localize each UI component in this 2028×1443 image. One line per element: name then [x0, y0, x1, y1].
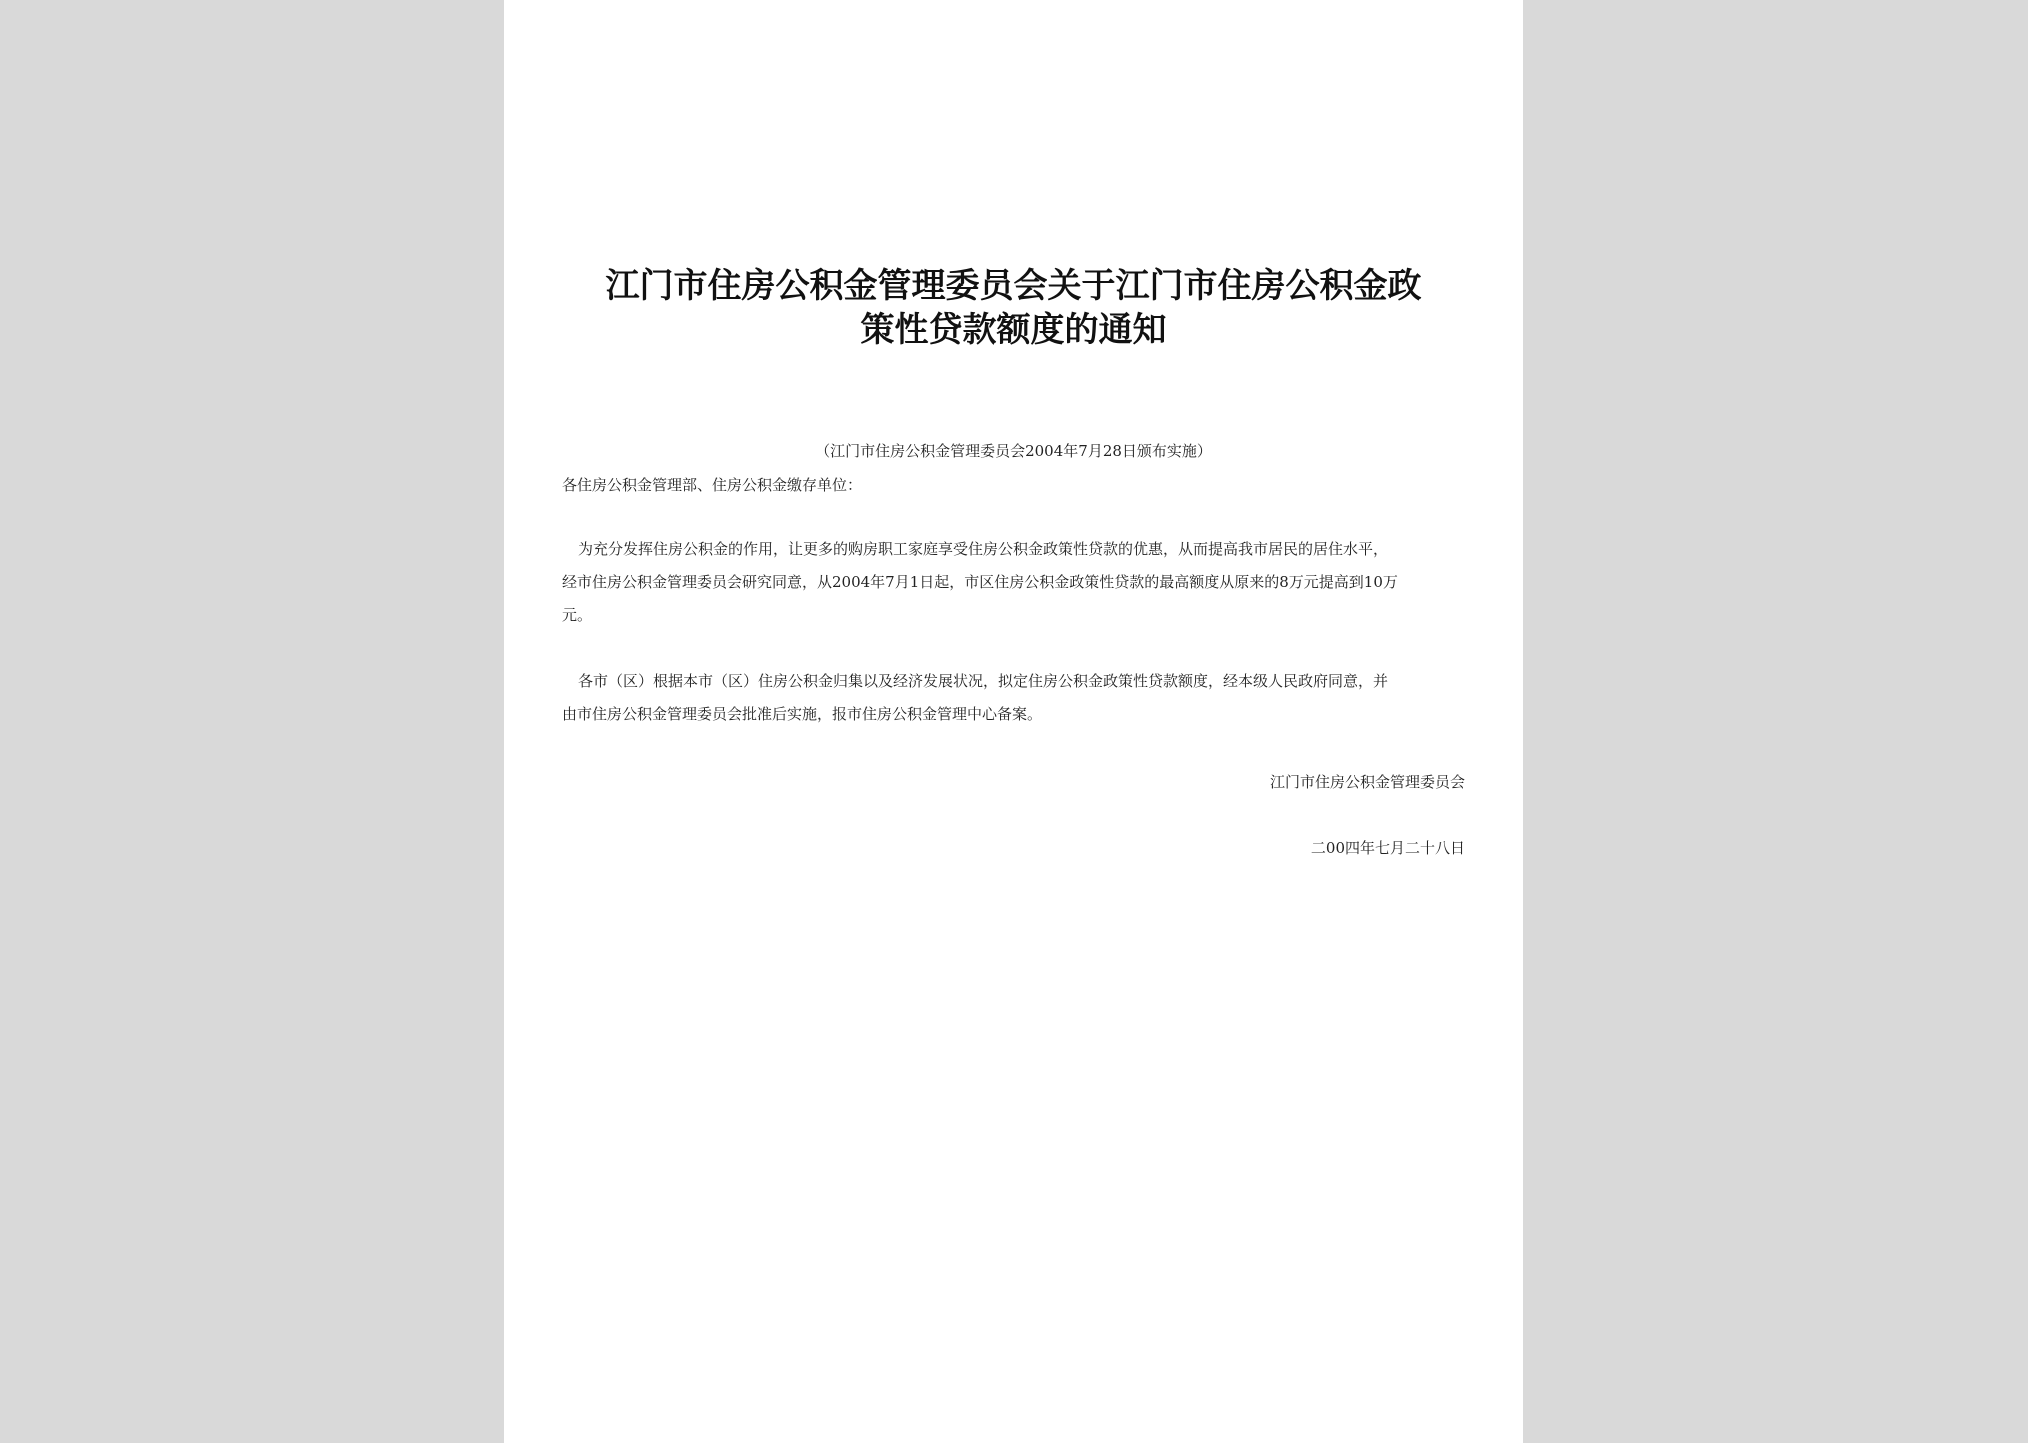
- paragraph-2-line-1: 各市（区）根据本市（区）住房公积金归集以及经济发展状况，拟定住房公积金政策性贷款额度，经本级人民政府同意，并: [578, 672, 1389, 690]
- signature: 江门市住房公积金管理委员会: [1269, 773, 1465, 791]
- paragraph-1-line-1: 为充分发挥住房公积金的作用，让更多的购房职工家庭享受住房公积金政策性贷款的优惠，从而提高我市居民的居住水平，: [578, 540, 1389, 558]
- document-date: 二00四年七月二十八日: [1310, 839, 1465, 857]
- paragraph-1-line-3: 元。: [562, 606, 593, 624]
- document-title: [544, 264, 1483, 352]
- issued-note: （江门市住房公积金管理委员会2004年7月28日颁布实施）: [815, 442, 1212, 460]
- paragraph-1: [562, 533, 1470, 632]
- paragraph-2: [562, 665, 1470, 731]
- document-page: [504, 0, 1523, 1443]
- title-line-1: 江门市住房公积金管理委员会关于江门市住房公积金政: [605, 266, 1422, 306]
- addressee: 各住房公积金管理部、住房公积金缴存单位：: [562, 476, 863, 494]
- title-line-2: 策性贷款额度的通知: [860, 310, 1167, 350]
- paragraph-2-line-2: 由市住房公积金管理委员会批准后实施，报市住房公积金管理中心备案。: [562, 705, 1043, 723]
- paragraph-1-line-2: 经市住房公积金管理委员会研究同意，从2004年7月1日起，市区住房公积金政策性贷款的最高额度从原来的8万元提高到10万: [562, 573, 1398, 591]
